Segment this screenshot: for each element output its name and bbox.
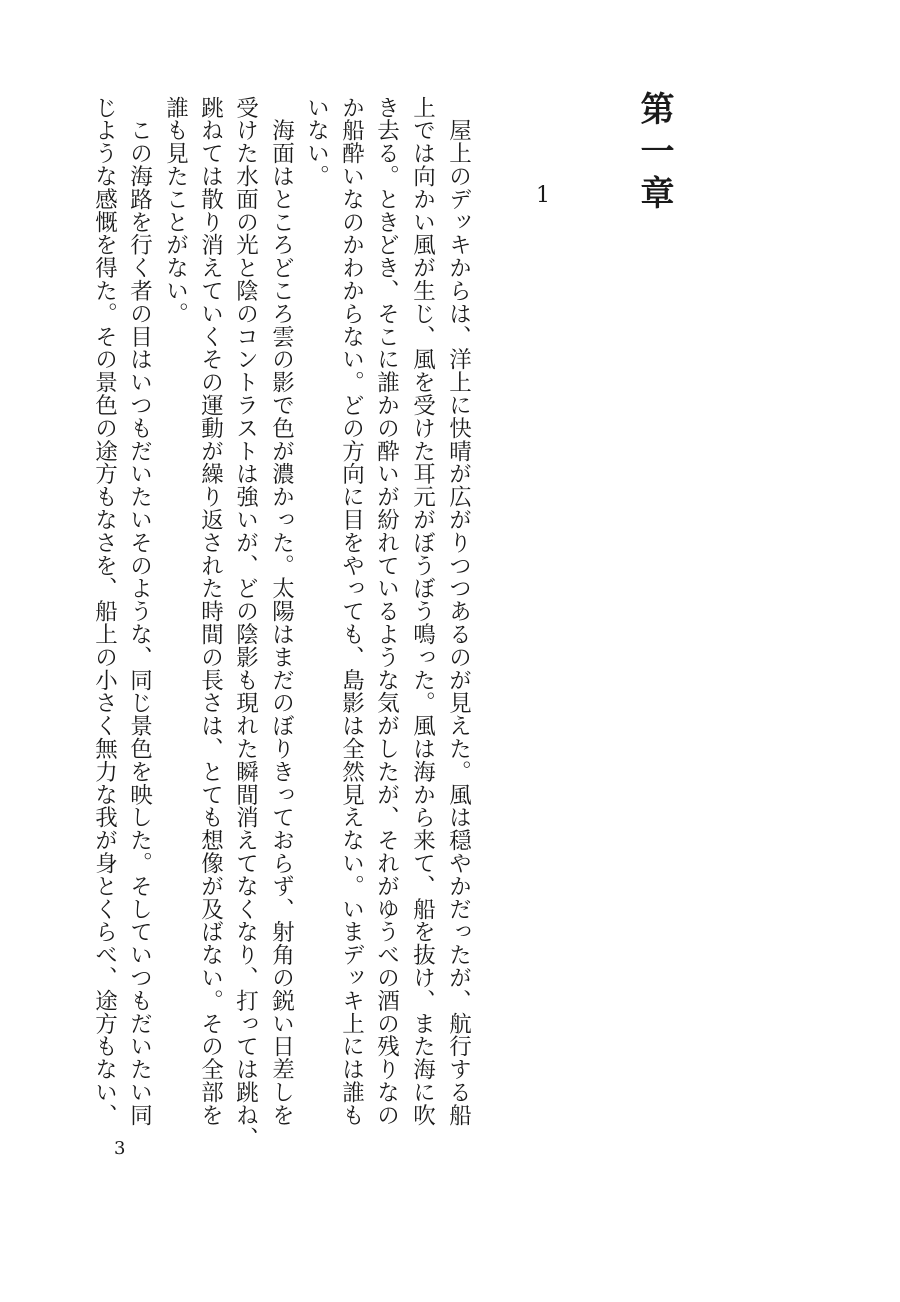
- text-line-3: き去る。ときどき、そこに誰かの酔いが紛れているような気がしたが、それがゆうべの酒の残りなの: [373, 96, 400, 1127]
- chapter-title: 第一章: [634, 91, 674, 217]
- text-line-2: 上では向かい風が生じ、風を受けた耳元がぼうぼう鳴った。風は海から来て、船を抜け、また海に吹: [409, 96, 436, 1127]
- section-number: 1: [536, 183, 550, 208]
- text-line-4: か船酔いなのかわからない。どの方向に目をやっても、島影は全然見えない。いまデッキ上には誰も: [338, 96, 365, 1127]
- page-number: 3: [114, 1138, 126, 1159]
- text-line-10: この海路を行く者の目はいつもだいたいそのような、同じ景色を映した。そしていつもだいたい同: [126, 96, 153, 1127]
- text-line-11: じような感慨を得た。その景色の途方もなさを、船上の小さく無力な我が身とくらべ、途方もない、: [91, 96, 118, 1127]
- text-line-8: 跳ねては散り消えていくその運動が繰り返された時間の長さは、とても想像が及ばない。その全部を: [197, 96, 224, 1127]
- text-line-7: 受けた水面の光と陰のコントラストは強いが、どの陰影も現れた瞬間消えてなくなり、打っては跳ね、: [232, 96, 259, 1150]
- text-line-5: いない。: [303, 96, 330, 188]
- text-line-9: 誰も見たことがない。: [162, 96, 189, 325]
- text-line-6: 海面はところどころ雲の影で色が濃かった。太陽はまだのぼりきっておらず、射角の鋭い日差しを: [268, 96, 295, 1127]
- text-line-1: 屋上のデッキからは、洋上に快晴が広がりつつあるのが見えた。風は穏やかだったが、航行する船: [445, 96, 472, 1127]
